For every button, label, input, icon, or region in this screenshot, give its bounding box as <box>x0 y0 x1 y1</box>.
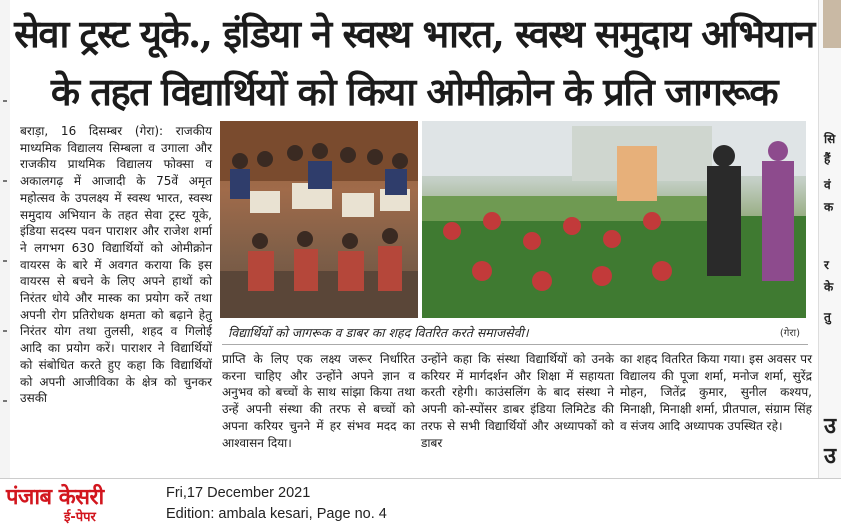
article-column-2: प्राप्ति के लिए एक लक्ष्य जरूर निर्धारित करना चाहिए और उन्होंने अपने ज्ञान व अनुभव को बच्चों के साथ सांझा किया तथा उन्हें अपनी संस्था की तरफ से बच्चों को अपना करियर चुनने में हर संभव मदद का आश्वासन दिया। <box>222 352 415 450</box>
article-column-4: का शहद वितरित किया गया। इस अवसर पर विद्यालय की पूजा शर्मा, मनोज शर्मा, सुरेंद्र मोहन, जितेंद्र कुमार, सुनील कश्यप, मिनाक्षी, मिनाक्षी शर्मा, प्रीतपाल, संग्राम सिंह व संजय आदि अध्यापक उपस्थित रहे। <box>620 352 812 433</box>
headline-line-1: सेवा ट्रस्ट यूके., इंडिया ने स्वस्थ भारत, स्वस्थ समुदाय अभियान <box>14 11 814 56</box>
caption-text: विद्यार्थियों को जागरूक व डाबर का शहद वितरित करते समाजसेवी। <box>228 325 529 340</box>
adjacent-article-left-edge <box>0 0 10 478</box>
adjacent-article-right-edge: सि हैं वं क र के तु उ उ <box>818 0 841 478</box>
photo-credit: (गेरा) <box>779 328 800 339</box>
article-column-1: बराड़ा, 16 दिसम्बर (गेरा): राजकीय माध्यमिक विद्यालय सिम्बला व उगाला और राजकीय प्राथमिक विद्यालय फोक्सा व अकालगढ़ में आजादी के 75वें अमृत महोत्सव के उपलक्ष्य में स्वस्थ भारत, स्वस्थ समुदाय अभियान के तहत सेवा ट्रस्ट यूके, इंडिया सदस्य पवन पाराशर और राजेश शर्मा ने लगभग 630 विद्यार्थियों को ओमीक्रोन वायरस के बारे में अवगत कराया कि इस वायरस से बचने के लिए अपने हाथों को निरंतर धोये और मास्क का प्रयोग करें तथा अपनी रोग प्रतिरोधक क्षमता को बढ़ाने हेतु निरंतर योग तथा तुलसी, शहद व गिलोई आदि का प्रयोग करें। पाराशर ने विद्यार्थियों को संबोधित करते हुए कहा कि विद्यार्थियों को अपनी आजीविका के क्षेत्र को चुनकर उसकी <box>20 124 212 406</box>
edition-info: Edition: ambala kesari, Page no. 4 <box>166 506 387 522</box>
publication-date: Fri,17 December 2021 <box>166 485 311 501</box>
outdoor-session-photo <box>422 121 806 318</box>
punjab-kesari-logo[interactable] <box>6 481 156 527</box>
students-group-photo <box>220 121 418 318</box>
logo-subtitle: ई-पेपर <box>64 510 96 525</box>
epaper-footer <box>0 478 841 528</box>
logo-title: पंजाब केसरी <box>6 484 104 510</box>
headline-line-2: के तहत विद्यार्थियों को किया ओमीक्रोन के प्रति जागरूक <box>50 69 778 114</box>
article-column-3: उन्होंने कहा कि संस्था विद्यार्थियों को उनके करियर में मार्गदर्शन और शिक्षा में सहायता करती रहेगी। काउंसलिंग के बाद संस्था ने अपनी को-स्पोंसर डाबर इंडिया लिमिटेड की तरफ से सभी विद्यार्थियों और अध्यापकों को डाबर <box>421 352 614 450</box>
photo-caption <box>222 322 808 345</box>
